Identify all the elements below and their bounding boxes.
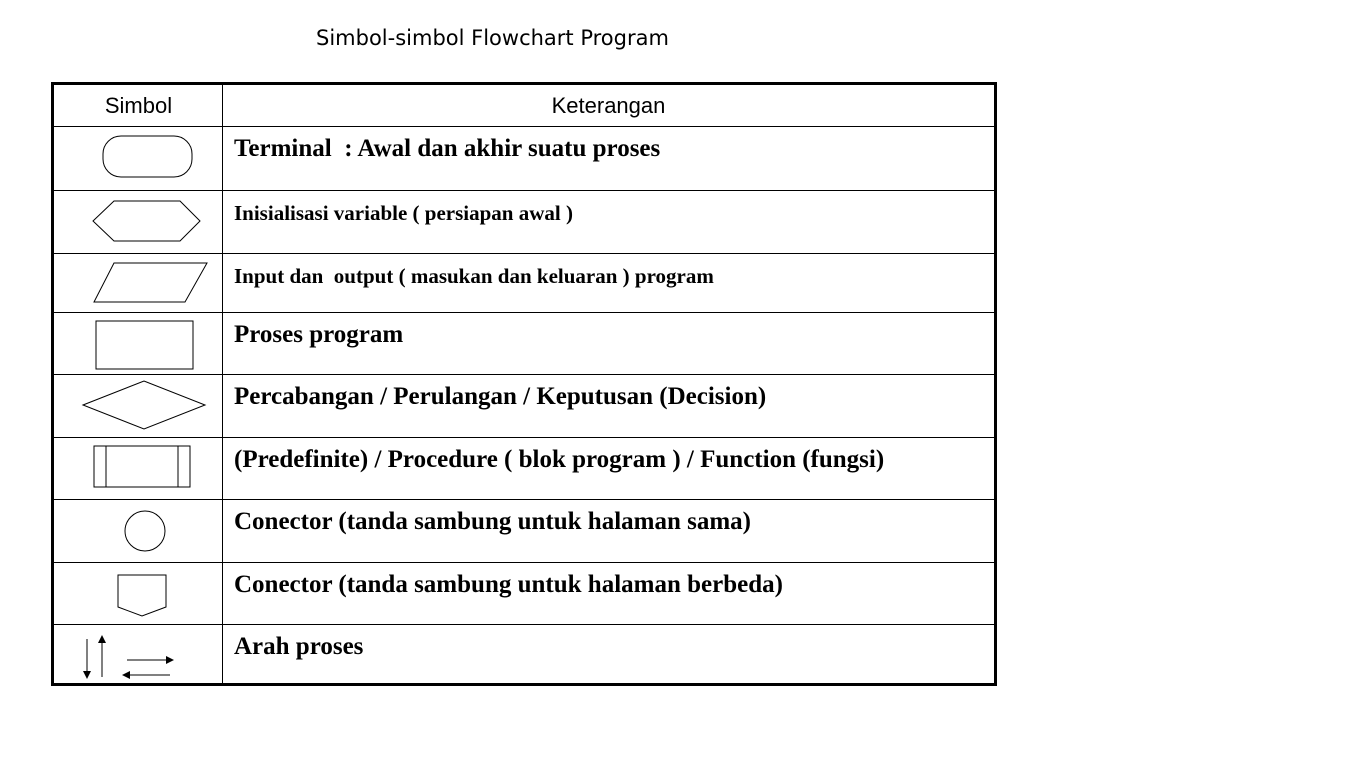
table-row <box>54 254 994 313</box>
off-page-connector-symbol-icon <box>54 563 223 625</box>
row-description: Proses program <box>234 321 404 348</box>
table-row <box>54 375 994 438</box>
table-row <box>54 191 994 254</box>
row-description: Conector (tanda sambung untuk halaman sama) <box>234 508 751 535</box>
terminal-symbol-icon <box>54 127 223 191</box>
table-row <box>54 127 994 191</box>
on-page-connector-symbol-icon <box>54 500 223 563</box>
header-symbol: Simbol <box>104 93 173 118</box>
row-description: Conector (tanda sambung untuk halaman berbeda) <box>234 571 783 598</box>
row-description: (Predefinite) / Procedure ( blok program ) / Function (fungsi) <box>234 446 885 473</box>
row-description: Terminal : Awal dan akhir suatu proses <box>234 135 661 162</box>
decision-symbol-icon <box>54 375 223 438</box>
page-title: Simbol-simbol Flowchart Program <box>316 26 669 50</box>
table-row <box>54 625 994 686</box>
table-row <box>54 313 994 375</box>
process-symbol-icon <box>54 313 223 375</box>
predefined-process-symbol-icon <box>54 438 223 500</box>
input-output-symbol-icon <box>54 254 223 313</box>
table-row <box>54 500 994 563</box>
table-header <box>54 85 994 127</box>
table-row <box>54 563 994 625</box>
header-description: Keterangan <box>551 93 666 118</box>
row-description: Inisialisasi variable ( persiapan awal ) <box>234 201 573 225</box>
row-description: Percabangan / Perulangan / Keputusan (Decision) <box>234 383 767 410</box>
table-row <box>54 438 994 500</box>
row-description: Input dan output ( masukan dan keluaran ) program <box>234 264 714 288</box>
preparation-symbol-icon <box>54 191 223 254</box>
flow-arrows-icon <box>54 625 223 686</box>
row-description: Arah proses <box>234 633 364 660</box>
flowchart-symbol-table <box>51 82 997 686</box>
